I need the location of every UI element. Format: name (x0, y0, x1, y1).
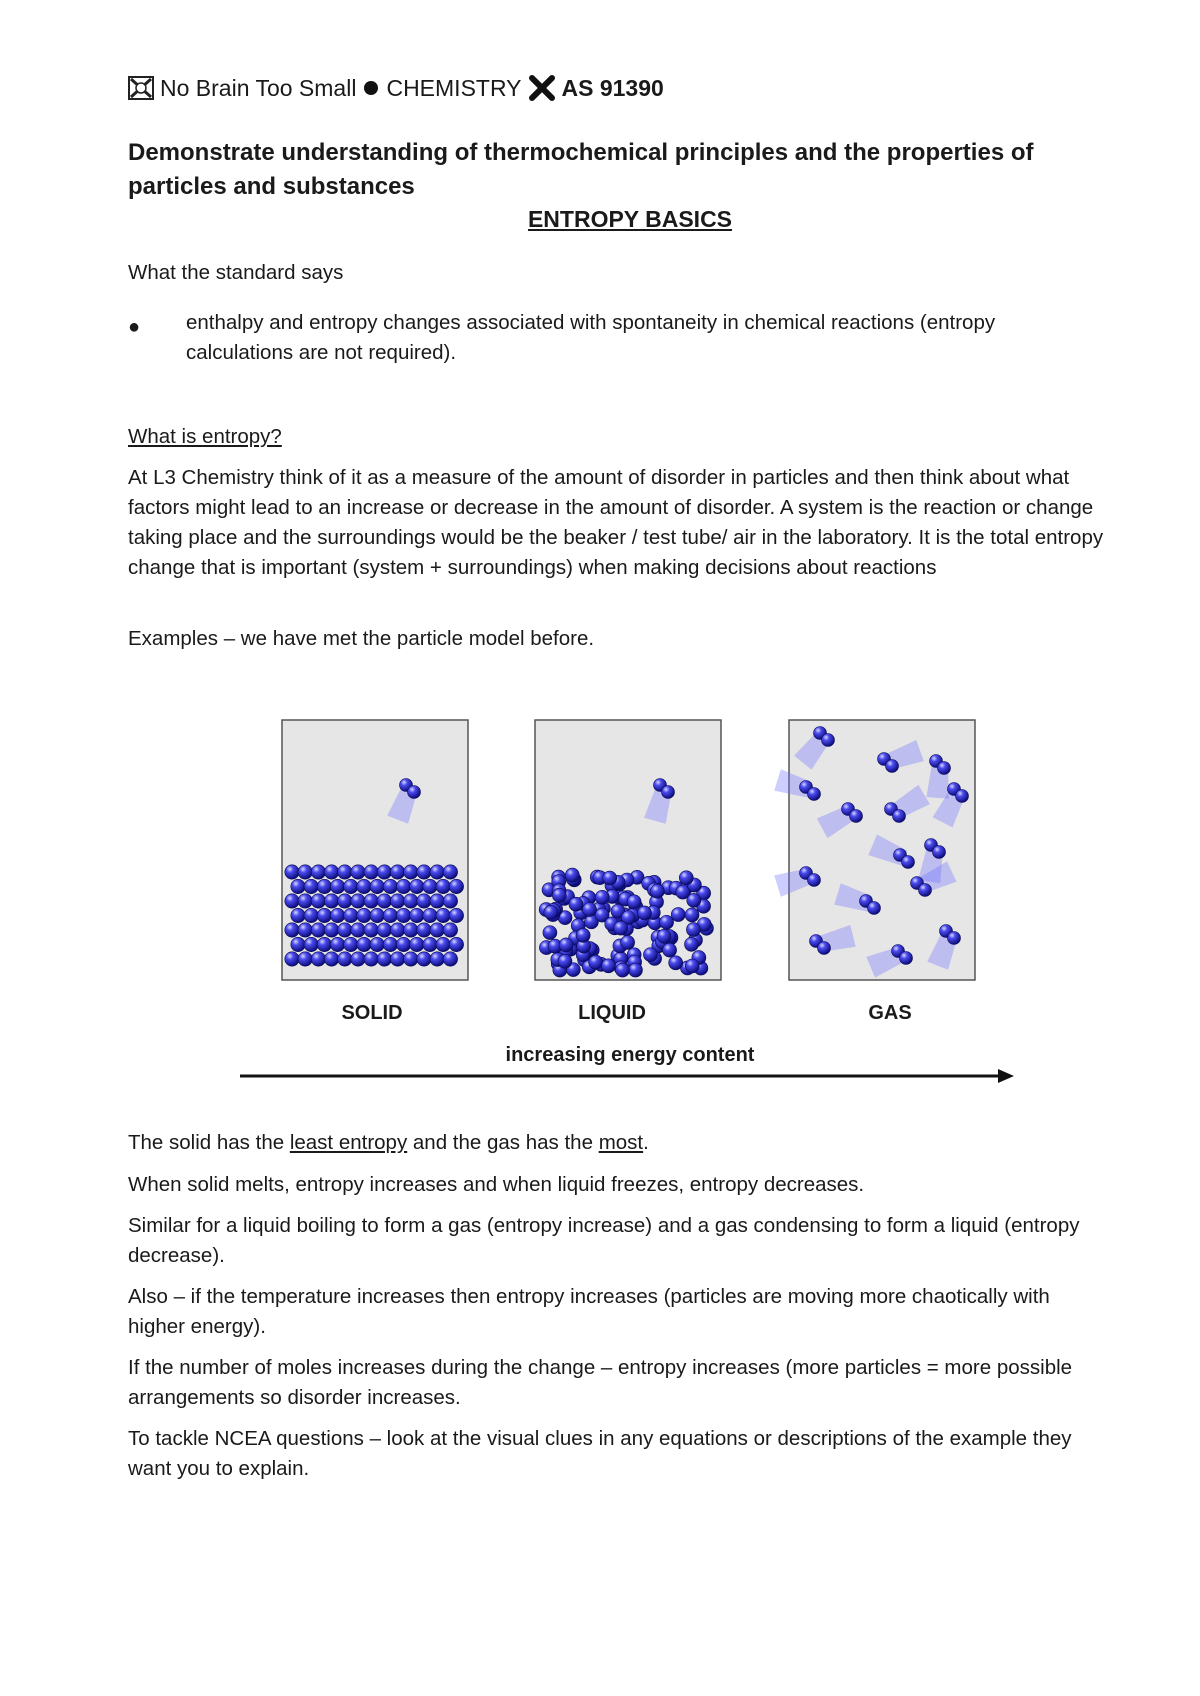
gas-particle (938, 762, 951, 775)
solid-particle (436, 908, 450, 922)
solid-particle (351, 923, 365, 937)
liquid-particle (685, 959, 699, 973)
solid-particle (443, 923, 457, 937)
solid-particle (311, 865, 325, 879)
filled-circle-icon (362, 79, 380, 97)
solid-particle (390, 865, 404, 879)
gas-particle (948, 932, 961, 945)
solid-particle (410, 937, 424, 951)
solid-particle (417, 952, 431, 966)
liquid-particle (627, 895, 641, 909)
liquid-particle (558, 954, 572, 968)
gas-particle (868, 902, 881, 915)
solid-particle (330, 908, 344, 922)
note-text-c: . (643, 1131, 649, 1154)
liquid-particle (543, 926, 557, 940)
liquid-particle (628, 963, 642, 977)
gas-particle (933, 846, 946, 859)
note-melt: When solid melts, entropy increases and when liquid freezes, entropy decreases. (128, 1173, 865, 1196)
what-is-body: At L3 Chemistry think of it as a measure of the amount of disorder in particles and then think about what factors might lead to an increase or decrease in the amount of disorder. A system is the reaction or change taking place and the surroundings would be the beaker / test tube/ air in the laboratory. It is the total entropy change that is important (system + surroundings) when making decisions about reactions (128, 466, 1104, 579)
liquid-particle (650, 884, 664, 898)
solid-particle (443, 952, 457, 966)
page-title: Demonstrate understanding of thermochemical principles and the properties of particles and substances (128, 139, 1034, 200)
liquid-particle (559, 938, 573, 952)
solid-particle (317, 879, 331, 893)
solid-particle (291, 937, 305, 951)
liquid-particle (669, 956, 683, 970)
note-moles: If the number of moles increases during the change – entropy increases (more particles = more possible arrangements so disorder increases. (128, 1356, 1073, 1409)
solid-particle (404, 865, 418, 879)
solid-particle (449, 908, 463, 922)
solid-particle (423, 879, 437, 893)
solid-particle (364, 894, 378, 908)
solid-particle (304, 879, 318, 893)
solid-particle (396, 879, 410, 893)
examples-line: Examples – we have met the particle model before. (128, 627, 595, 650)
section-subtitle: ENTROPY BASICS (527, 206, 733, 232)
solid-particle (317, 937, 331, 951)
solid-particle (417, 894, 431, 908)
liquid-particle (565, 868, 579, 882)
gas-particle (902, 856, 915, 869)
solid-particle (338, 952, 352, 966)
solid-particle (364, 923, 378, 937)
solid-particle (449, 879, 463, 893)
solid-particle (311, 894, 325, 908)
gas-particle (850, 810, 863, 823)
solid-particle (298, 952, 312, 966)
label-liquid: LIQUID (578, 1002, 646, 1024)
liquid-particle (603, 871, 617, 885)
solid-particle (285, 865, 299, 879)
solid-particle (317, 908, 331, 922)
solid-particle (436, 937, 450, 951)
liquid-particle (660, 915, 674, 929)
liquid-particle (569, 897, 583, 911)
note-text-b: and the gas has the (407, 1131, 599, 1154)
solid-particle (430, 865, 444, 879)
solid-particle (357, 937, 371, 951)
liquid-particle (621, 935, 635, 949)
header-standard: AS 91390 (561, 74, 664, 101)
solid-particle (285, 894, 299, 908)
solid-particle (370, 937, 384, 951)
liquid-particle (685, 908, 699, 922)
liquid-particle (679, 871, 693, 885)
what-is-heading: What is entropy? (128, 425, 282, 448)
solid-particle (377, 923, 391, 937)
solid-particle (285, 923, 299, 937)
label-gas: GAS (868, 1002, 912, 1024)
solid-particle (344, 937, 358, 951)
gas-particle (822, 734, 835, 747)
solid-particle (383, 937, 397, 951)
solid-particle (298, 923, 312, 937)
bullet-point: ● (128, 316, 141, 338)
solid-particle (311, 952, 325, 966)
solid-particle (324, 894, 338, 908)
gas-particle (900, 952, 913, 965)
solid-particle (344, 908, 358, 922)
solid-particle (423, 908, 437, 922)
liquid-particle (544, 905, 558, 919)
gas-particle (919, 884, 932, 897)
liquid-particle (657, 929, 671, 943)
liquid-particle (616, 963, 630, 977)
label-solid: SOLID (341, 1002, 403, 1024)
solid-particle (404, 923, 418, 937)
solid-particle (330, 879, 344, 893)
solid-particle (324, 865, 338, 879)
liquid-particle (552, 888, 566, 902)
gas-particle (893, 810, 906, 823)
solid-particle (370, 879, 384, 893)
solid-particle (285, 952, 299, 966)
note-least-entropy: least entropy (289, 1131, 408, 1154)
liquid-free-particle (662, 786, 675, 799)
solid-particle (443, 865, 457, 879)
liquid-particle (589, 955, 603, 969)
gas-particle (808, 788, 821, 801)
solid-particle (291, 908, 305, 922)
solid-particle (357, 908, 371, 922)
solid-particle (430, 923, 444, 937)
liquid-particle (595, 890, 609, 904)
liquid-particle (614, 921, 628, 935)
solid-particle (449, 937, 463, 951)
gas-particle (886, 760, 899, 773)
liquid-particle (684, 937, 698, 951)
solid-particle (404, 952, 418, 966)
solid-particle (304, 937, 318, 951)
particle-diagram (0, 700, 1200, 1100)
solid-particle (364, 865, 378, 879)
solid-particle (396, 937, 410, 951)
solid-particle (410, 879, 424, 893)
liquid-particle (686, 923, 700, 937)
solid-particle (298, 865, 312, 879)
solid-particle (351, 952, 365, 966)
solid-particle (351, 894, 365, 908)
liquid-particle (576, 928, 590, 942)
energy-arrow-head (998, 1069, 1014, 1083)
page-header (128, 74, 664, 102)
gas-particle (956, 790, 969, 803)
standard-bullet: enthalpy and entropy changes associated with spontaneity in chemical reactions (entropy calculations are not required). (186, 311, 996, 364)
solid-particle (377, 952, 391, 966)
solid-particle (338, 894, 352, 908)
solid-particle (304, 908, 318, 922)
solid-free-particle (408, 786, 421, 799)
solid-particle (390, 894, 404, 908)
solid-particle (410, 908, 424, 922)
solid-particle (324, 923, 338, 937)
solid-particle (430, 894, 444, 908)
note-temperature: Also – if the temperature increases then entropy increases (particles are moving more chaotically with higher energy). (128, 1285, 1050, 1338)
standard-heading: What the standard says (128, 261, 344, 284)
solid-particle (370, 908, 384, 922)
note-most: most (598, 1131, 644, 1154)
liquid-particle (582, 903, 596, 917)
solid-particle (311, 923, 325, 937)
solid-particle (423, 937, 437, 951)
note-text-a: The solid has the (128, 1131, 290, 1154)
liquid-particle (663, 943, 677, 957)
solid-particle (383, 879, 397, 893)
note-entropy-extremes (128, 1128, 1108, 1158)
energy-arrow-label: increasing energy content (505, 1044, 755, 1066)
bold-x-icon (528, 74, 556, 102)
solid-particle (430, 952, 444, 966)
solid-particle (443, 894, 457, 908)
solid-particle (383, 908, 397, 922)
liquid-particle (671, 908, 685, 922)
liquid-particle (643, 948, 657, 962)
solid-particle (404, 894, 418, 908)
solid-particle (298, 894, 312, 908)
solid-particle (417, 865, 431, 879)
solid-particle (377, 865, 391, 879)
solid-particle (377, 894, 391, 908)
solid-particle (390, 952, 404, 966)
solid-particle (330, 937, 344, 951)
solid-particle (396, 908, 410, 922)
solid-particle (364, 952, 378, 966)
solid-particle (417, 923, 431, 937)
solid-particle (357, 879, 371, 893)
solid-particle (344, 879, 358, 893)
solid-particle (436, 879, 450, 893)
gas-particle (808, 874, 821, 887)
solid-particle (390, 923, 404, 937)
note-ncea: To tackle NCEA questions – look at the visual clues in any equations or descriptions of the example they want you to explain. (128, 1427, 1072, 1480)
gas-particle (818, 942, 831, 955)
solid-particle (291, 879, 305, 893)
solid-particle (324, 952, 338, 966)
header-brand: No Brain Too Small (160, 74, 357, 101)
particle-model-figure (0, 700, 1200, 1100)
liquid-particle (601, 959, 615, 973)
solid-particle (338, 865, 352, 879)
note-boil: Similar for a liquid boiling to form a gas (entropy increase) and a gas condensing to form a liquid (entropy decrease). (128, 1214, 1080, 1267)
solid-particle (338, 923, 352, 937)
header-subject: CHEMISTRY (386, 74, 522, 101)
brain-crossed-icon (128, 76, 154, 100)
liquid-particle (637, 906, 651, 920)
solid-particle (351, 865, 365, 879)
